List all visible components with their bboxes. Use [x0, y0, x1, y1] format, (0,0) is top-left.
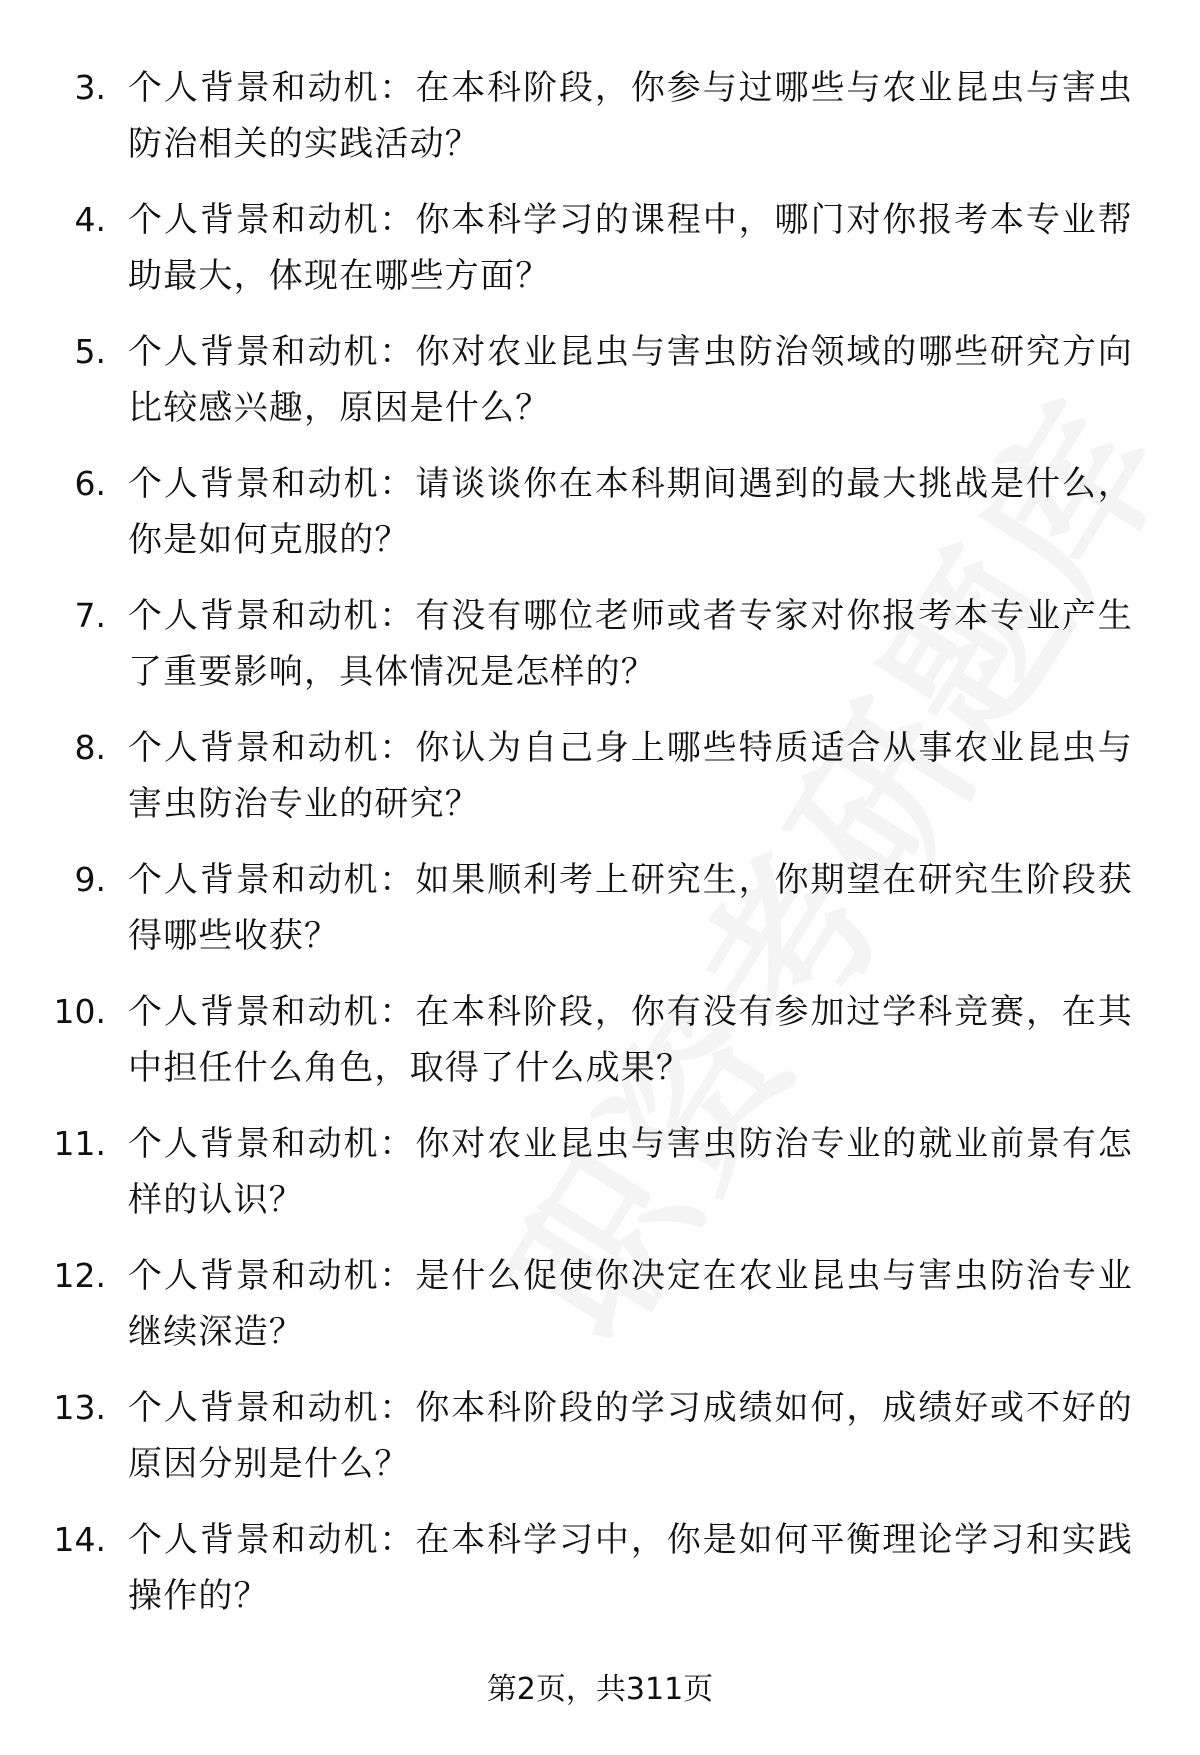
question-number: 10. [53, 992, 106, 1031]
question-number: 11. [53, 1124, 106, 1163]
question-number: 5. [74, 332, 106, 371]
question-text: 个人背景和动机：你对农业昆虫与害虫防治领域的哪些研究方向比较感兴趣，原因是什么？ [128, 332, 1133, 428]
question-list [0, 56, 1200, 1640]
question-text: 个人背景和动机：你认为自己身上哪些特质适合从事农业昆虫与害虫防治专业的研究？ [128, 728, 1133, 824]
question-item [0, 716, 1200, 848]
question-item [0, 320, 1200, 452]
question-item [0, 848, 1200, 980]
question-item [0, 980, 1200, 1112]
question-text: 个人背景和动机：你本科学习的课程中，哪门对你报考本专业帮助最大，体现在哪些方面？ [128, 200, 1133, 296]
question-number: 9. [74, 860, 106, 899]
question-number: 7. [74, 596, 106, 635]
question-item [0, 1376, 1200, 1508]
page-number-label: 第2页，共311页 [486, 1672, 714, 1707]
question-item [0, 1244, 1200, 1376]
question-number: 14. [53, 1520, 106, 1559]
question-text: 个人背景和动机：请谈谈你在本科期间遇到的最大挑战是什么，你是如何克服的？ [128, 464, 1133, 560]
question-text: 个人背景和动机：有没有哪位老师或者专家对你报考本专业产生了重要影响，具体情况是怎样的？ [128, 596, 1133, 692]
question-text: 个人背景和动机：在本科阶段，你参与过哪些与农业昆虫与害虫防治相关的实践活动？ [128, 68, 1133, 164]
question-item [0, 452, 1200, 584]
question-item [0, 1112, 1200, 1244]
question-number: 6. [74, 464, 106, 503]
question-text: 个人背景和动机：你本科阶段的学习成绩如何，成绩好或不好的原因分别是什么？ [128, 1388, 1133, 1484]
question-item [0, 56, 1200, 188]
question-text: 个人背景和动机：你对农业昆虫与害虫防治专业的就业前景有怎样的认识？ [128, 1124, 1133, 1220]
question-item [0, 188, 1200, 320]
question-number: 3. [74, 68, 106, 107]
question-number: 12. [53, 1256, 106, 1295]
question-number: 13. [53, 1388, 106, 1427]
page-footer [0, 1670, 1200, 1710]
question-text: 个人背景和动机：如果顺利考上研究生，你期望在研究生阶段获得哪些收获？ [128, 860, 1133, 956]
question-number: 8. [74, 728, 106, 767]
question-text: 个人背景和动机：在本科阶段，你有没有参加过学科竞赛，在其中担任什么角色，取得了什么成果？ [128, 992, 1133, 1088]
question-text: 个人背景和动机：在本科学习中，你是如何平衡理论学习和实践操作的？ [128, 1520, 1133, 1616]
question-number: 4. [74, 200, 106, 239]
question-item [0, 1508, 1200, 1640]
question-text: 个人背景和动机：是什么促使你决定在农业昆虫与害虫防治专业继续深造？ [128, 1256, 1133, 1352]
question-item [0, 584, 1200, 716]
